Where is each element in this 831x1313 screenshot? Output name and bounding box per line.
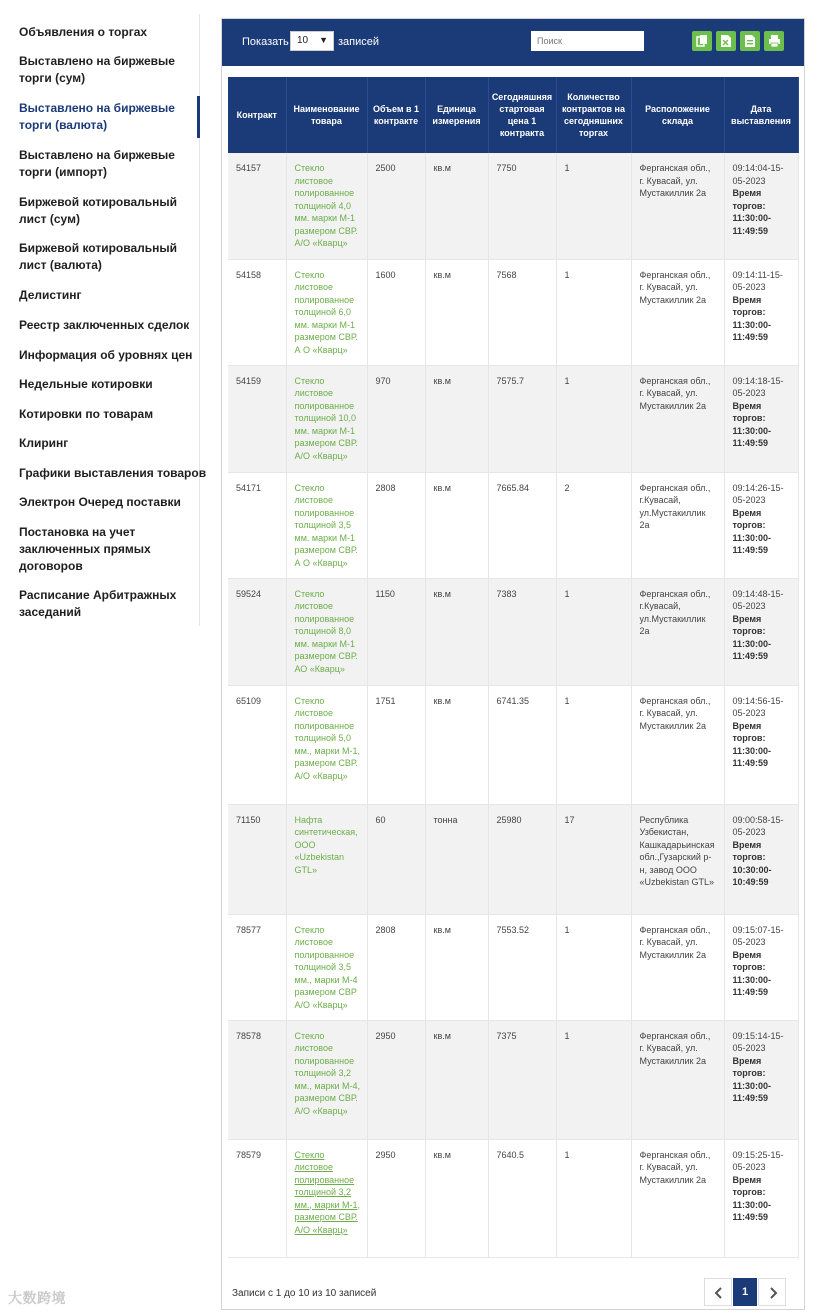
trade-time-text: Время торгов: 11:30:00-11:49:59 xyxy=(732,949,772,997)
sidebar-item-direct-contracts[interactable]: Постановка на учет заключенных прямых договоров xyxy=(19,525,151,573)
date-cell xyxy=(724,685,798,804)
count-cell: 1 xyxy=(556,153,631,259)
unit-cell: кв.м xyxy=(425,1020,488,1139)
product-link[interactable]: Стекло листовое полированное толщиной 8,0 мм. марки М-1 размером СВР. АО «Кварц» xyxy=(286,578,367,685)
sidebar-item-listed-currency[interactable]: Выставлено на биржевые торги (валюта) xyxy=(0,100,199,134)
per-page-value: 10 xyxy=(297,35,309,46)
sidebar-item-listing-schedule[interactable]: Графики выставления товаров xyxy=(19,466,207,480)
unit-cell: кв.м xyxy=(425,153,488,259)
volume-cell: 1150 xyxy=(367,578,425,685)
chevron-left-icon xyxy=(714,1287,724,1299)
pagination-prev-button[interactable] xyxy=(704,1278,732,1306)
trade-time-text: Время торгов: 11:30:00-11:49:59 xyxy=(732,720,772,768)
datetime-text: 09:14:04-15-05-2023 xyxy=(732,163,784,186)
trade-time-text: Время торгов: 10:30:00-10:49:59 xyxy=(732,839,772,887)
excel-button[interactable] xyxy=(716,31,736,51)
date-cell xyxy=(724,1139,798,1257)
datetime-text: 09:15:07-15-05-2023 xyxy=(732,924,784,947)
trade-time-text: Время торгов: 11:30:00-11:49:59 xyxy=(732,507,772,555)
table-row xyxy=(228,472,798,578)
product-link[interactable]: Стекло листовое полированное толщиной 3,5 мм., марки М-4 размером СВР А/О «Кварц» xyxy=(286,914,367,1020)
count-cell: 1 xyxy=(556,259,631,365)
unit-cell: кв.м xyxy=(425,1139,488,1257)
count-cell: 1 xyxy=(556,685,631,804)
sidebar-nav xyxy=(0,14,207,626)
product-link[interactable]: Стекло листовое полированное толщиной 3,5 мм. марки М-1 размером СВР. А О «Кварц» xyxy=(286,472,367,578)
sidebar-item-listed-import[interactable]: Выставлено на биржевые торги (импорт) xyxy=(19,148,175,179)
datetime-text: 09:15:25-15-05-2023 xyxy=(732,1149,784,1172)
watermark-text: 大数跨境 xyxy=(8,1290,66,1306)
contract-cell: 78579 xyxy=(228,1139,286,1257)
date-cell xyxy=(724,259,798,365)
print-icon xyxy=(768,34,781,48)
warehouse-cell: Республика Узбекистан, Кашкадарьинская обл.,Гузарский р-н, завод ООО «Uzbekistan GTL» xyxy=(631,804,724,914)
col-warehouse[interactable]: Расположение склада xyxy=(631,77,724,153)
date-cell xyxy=(724,472,798,578)
warehouse-cell: Ферганская обл., г. Кувасай, ул. Мустакиллик 2а xyxy=(631,1139,724,1257)
contract-cell: 54158 xyxy=(228,259,286,365)
sidebar-item-quotation-currency[interactable]: Биржевой котировальный лист (валюта) xyxy=(19,241,178,272)
unit-cell: кв.м xyxy=(425,914,488,1020)
listings-panel xyxy=(221,18,805,1310)
table-row xyxy=(228,365,798,472)
unit-cell: кв.м xyxy=(425,578,488,685)
sidebar-item-auction-announcements[interactable]: Объявления о торгах xyxy=(19,25,148,39)
price-cell: 7750 xyxy=(488,153,556,259)
table-row xyxy=(228,914,798,1020)
count-cell: 1 xyxy=(556,365,631,472)
date-cell xyxy=(724,153,798,259)
count-cell: 1 xyxy=(556,914,631,1020)
sidebar-item-weekly-quotes[interactable]: Недельные котировки xyxy=(19,377,153,391)
volume-cell: 2950 xyxy=(367,1020,425,1139)
col-product[interactable]: Наименование товара xyxy=(286,77,367,153)
col-count[interactable]: Количество контрактов на сегодняшних торгах xyxy=(556,77,631,153)
unit-cell: кв.м xyxy=(425,365,488,472)
table-row xyxy=(228,1020,798,1139)
warehouse-cell: Ферганская обл., г. Кувасай, ул. Мустакиллик 2а xyxy=(631,914,724,1020)
price-cell: 7665.84 xyxy=(488,472,556,578)
contract-cell: 78577 xyxy=(228,914,286,1020)
unit-cell: кв.м xyxy=(425,472,488,578)
price-cell: 25980 xyxy=(488,804,556,914)
volume-cell: 1600 xyxy=(367,259,425,365)
trade-time-text: Время торгов: 11:30:00-11:49:59 xyxy=(732,613,772,661)
unit-cell: кв.м xyxy=(425,685,488,804)
chevron-right-icon xyxy=(768,1287,778,1299)
date-cell xyxy=(724,914,798,1020)
product-link[interactable]: Стекло листовое полированное толщиной 10,0 мм. марки М-1 размером СВР. А/О «Кварц» xyxy=(286,365,367,472)
per-page-select[interactable] xyxy=(290,31,334,51)
table-row xyxy=(228,685,798,804)
search-input[interactable] xyxy=(531,31,644,51)
show-label: Показать xyxy=(242,36,289,48)
col-price[interactable]: Сегодняшняя стартовая цена 1 контракта xyxy=(488,77,556,153)
volume-cell: 2500 xyxy=(367,153,425,259)
sidebar-item-delivery-queue[interactable]: Электрон Очеред поставки xyxy=(19,495,181,509)
pdf-button[interactable] xyxy=(740,31,760,51)
pdf-icon xyxy=(744,34,756,48)
unit-cell: тонна xyxy=(425,804,488,914)
copy-button[interactable] xyxy=(692,31,712,51)
trade-time-text: Время торгов: 11:30:00-11:49:59 xyxy=(732,1174,772,1222)
contract-cell: 54159 xyxy=(228,365,286,472)
product-link[interactable]: Стекло листовое полированное толщиной 5,0 мм., марки М-1, размером СВР. А/О «Кварц» xyxy=(286,685,367,804)
table-toolbar xyxy=(222,19,804,66)
excel-icon xyxy=(720,34,732,48)
warehouse-cell: Ферганская обл., г. Кувасай, ул. Мустакиллик 2а xyxy=(631,685,724,804)
contract-cell: 59524 xyxy=(228,578,286,685)
records-info: Записи с 1 до 10 из 10 записей xyxy=(232,1288,377,1299)
table-row xyxy=(228,259,798,365)
price-cell: 7568 xyxy=(488,259,556,365)
warehouse-cell: Ферганская обл., г. Кувасай, ул. Мустакиллик 2а xyxy=(631,1020,724,1139)
sidebar-item-deals-registry[interactable]: Реестр заключенных сделок xyxy=(19,318,190,332)
date-cell xyxy=(724,1020,798,1139)
volume-cell: 2808 xyxy=(367,472,425,578)
entries-label: записей xyxy=(338,36,380,48)
warehouse-cell: Ферганская обл., г. Кувасай, ул. Мустакиллик 2а xyxy=(631,259,724,365)
table-row xyxy=(228,804,798,914)
date-cell xyxy=(724,804,798,914)
contract-cell: 71150 xyxy=(228,804,286,914)
count-cell: 1 xyxy=(556,1139,631,1257)
sidebar-item-price-levels[interactable]: Информация об уровнях цен xyxy=(19,348,193,362)
date-cell xyxy=(724,365,798,472)
chevron-down-icon: ▼ xyxy=(319,35,328,45)
copy-icon xyxy=(696,34,708,48)
price-cell: 7383 xyxy=(488,578,556,685)
datetime-text: 09:14:56-15-05-2023 xyxy=(732,695,784,718)
trade-time-text: Время торгов: 11:30:00-11:49:59 xyxy=(732,294,772,342)
date-cell xyxy=(724,578,798,685)
warehouse-cell: Ферганская обл., г.Кувасай, ул.Мустакиллик 2а xyxy=(631,472,724,578)
contract-cell: 65109 xyxy=(228,685,286,804)
count-cell: 17 xyxy=(556,804,631,914)
datetime-text: 09:00:58-15-05-2023 xyxy=(732,814,784,837)
count-cell: 1 xyxy=(556,578,631,685)
product-link[interactable]: Стекло листовое полированное толщиной 4,0 мм. марки М-1 размером СВР. А/О «Кварц» xyxy=(286,153,367,259)
datetime-text: 09:14:26-15-05-2023 xyxy=(732,482,784,505)
print-button[interactable] xyxy=(764,31,784,51)
datetime-text: 09:14:48-15-05-2023 xyxy=(732,588,784,611)
price-cell: 6741.35 xyxy=(488,685,556,804)
volume-cell: 1751 xyxy=(367,685,425,804)
table-row xyxy=(228,1139,798,1257)
volume-cell: 2950 xyxy=(367,1139,425,1257)
table-row xyxy=(228,578,798,685)
volume-cell: 2808 xyxy=(367,914,425,1020)
product-link[interactable]: Стекло листовое полированное толщиной 3,2 мм., марки М-1, размером СВР. А/О «Кварц» xyxy=(286,1139,367,1257)
sidebar-item-quotation-sum[interactable]: Биржевой котировальный лист (сум) xyxy=(19,195,178,226)
price-cell: 7575.7 xyxy=(488,365,556,472)
table-wrapper xyxy=(228,77,798,1258)
trade-time-text: Время торгов: 11:30:00-11:49:59 xyxy=(732,400,772,448)
sidebar-item-delisting[interactable]: Делистинг xyxy=(19,288,82,302)
datetime-text: 09:15:14-15-05-2023 xyxy=(732,1030,784,1053)
sidebar-item-product-quotes[interactable]: Котировки по товарам xyxy=(19,407,154,421)
pagination-page-1[interactable]: 1 xyxy=(733,1278,757,1306)
contract-cell: 54157 xyxy=(228,153,286,259)
count-cell: 1 xyxy=(556,1020,631,1139)
datetime-text: 09:14:11-15-05-2023 xyxy=(732,269,783,292)
col-unit[interactable]: Единица измерения xyxy=(425,77,488,153)
trade-time-text: Время торгов: 11:30:00-11:49:59 xyxy=(732,188,772,236)
warehouse-cell: Ферганская обл., г. Кувасай, ул. Мустакиллик 2а xyxy=(631,153,724,259)
volume-cell: 970 xyxy=(367,365,425,472)
sidebar-item-arbitration-schedule[interactable]: Расписание Арбитражных заседаний xyxy=(19,588,177,619)
table-header-row xyxy=(228,77,798,153)
datetime-text: 09:14:18-15-05-2023 xyxy=(732,375,784,398)
price-cell: 7640.5 xyxy=(488,1139,556,1257)
pagination-next-button[interactable] xyxy=(758,1278,786,1306)
unit-cell: кв.м xyxy=(425,259,488,365)
sidebar-item-listed-sum[interactable]: Выставлено на биржевые торги (сум) xyxy=(19,54,175,85)
col-volume[interactable]: Объем в 1 контракте xyxy=(367,77,425,153)
contract-cell: 78578 xyxy=(228,1020,286,1139)
trade-time-text: Время торгов: 11:30:00-11:49:59 xyxy=(732,1055,772,1103)
price-cell: 7553.52 xyxy=(488,914,556,1020)
count-cell: 2 xyxy=(556,472,631,578)
warehouse-cell: Ферганская обл., г.Кувасай, ул.Мустакиллик 2а xyxy=(631,578,724,685)
product-link[interactable]: Стекло листовое полированное толщиной 6,0 мм. марки М-1 размером СВР. А О «Кварц» xyxy=(286,259,367,365)
contract-cell: 54171 xyxy=(228,472,286,578)
product-link[interactable]: Нафта синтетическая, ООО «Uzbekistan GTL» xyxy=(286,804,367,914)
volume-cell: 60 xyxy=(367,804,425,914)
listings-table xyxy=(228,77,799,1258)
sidebar-item-clearing[interactable]: Клиринг xyxy=(19,436,69,450)
product-link[interactable]: Стекло листовое полированное толщиной 3,2 мм., марки М-4, размером СВР. А/О «Кварц» xyxy=(286,1020,367,1139)
col-date[interactable]: Дата выставления xyxy=(724,77,798,153)
warehouse-cell: Ферганская обл., г. Кувасай, ул. Мустакиллик 2а xyxy=(631,365,724,472)
table-row xyxy=(228,153,798,259)
col-contract[interactable]: Контракт xyxy=(228,77,286,153)
watermark-logo xyxy=(8,1288,66,1308)
price-cell: 7375 xyxy=(488,1020,556,1139)
